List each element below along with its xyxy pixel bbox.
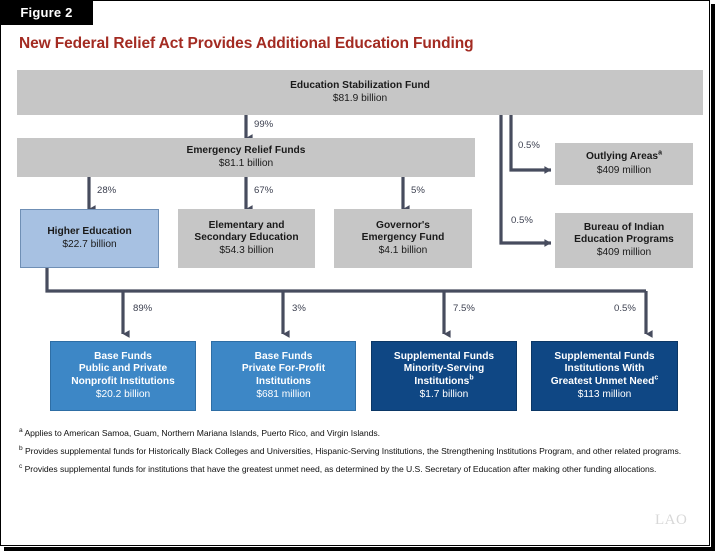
node-emergency-relief-funds[interactable] [17, 138, 475, 177]
lao-logo: LAO [655, 512, 688, 528]
node-label-line2: Minority-Serving [403, 363, 485, 375]
footnote-a-text: Applies to American Samoa, Guam, Northern Mariana Islands, Puerto Rico, and Virgin Islands. [24, 428, 380, 438]
pct-esf-to-bie: 0.5% [511, 215, 533, 226]
node-amount: $81.9 billion [332, 93, 388, 104]
pct-esf-to-outlying: 0.5% [518, 140, 540, 151]
node-label-line3: Institutions$^b$ [414, 374, 474, 387]
node-label: Supplemental Funds [393, 351, 495, 363]
node-label-line3: Greatest Unmet Need$^c$ [550, 374, 659, 387]
pct-erf-to-gov: 5% [411, 185, 425, 196]
footnote-marker-a: a [658, 150, 662, 158]
node-amount: $20.2 billion [95, 388, 151, 400]
node-elementary-secondary-education[interactable] [178, 209, 315, 268]
node-label: Outlying Areas$^a$ [586, 150, 662, 163]
frame-shadow-right [711, 4, 715, 550]
node-governors-emergency-fund[interactable] [334, 209, 472, 268]
node-label: Emergency Relief Funds [186, 144, 306, 156]
footnote-b-text: Provides supplemental funds for Historically Black Colleges and Universities, Hispanic-Serving Institutions, the Strengthening Institutions Program, and other related programs. [24, 446, 682, 456]
node-supplemental-greatest-unmet-need[interactable] [531, 341, 678, 411]
figure-number-tag: Figure 2 [0, 0, 93, 25]
node-label: Higher Education [47, 225, 132, 237]
node-base-funds-nonprofit[interactable] [50, 341, 196, 411]
node-label: Governor's [376, 219, 430, 231]
footnote-marker-b: b [469, 374, 474, 382]
node-amount: $113 million [577, 388, 632, 400]
node-bureau-of-indian-education[interactable] [555, 213, 693, 268]
node-label: Supplemental Funds [554, 351, 655, 363]
footnote-a [19, 428, 691, 439]
node-label-line2: Education Programs [574, 233, 674, 245]
frame-shadow-bottom [4, 547, 715, 551]
node-label: Base Funds [254, 351, 313, 363]
pct-highered-to-baseforprofit: 3% [292, 303, 306, 314]
node-amount: $409 million [596, 247, 652, 259]
pct-highered-to-basenonprofit: 89% [133, 303, 153, 314]
footnote-b-marker: b [19, 445, 23, 453]
figure-title: New Federal Relief Act Provides Additional Education Funding [19, 35, 474, 52]
node-label: Elementary and [208, 219, 285, 231]
node-label: Education Stabilization Fund [290, 79, 430, 91]
footnote-b [19, 446, 691, 457]
node-label-line3: Institutions [256, 375, 311, 387]
pct-esf-to-erf: 99% [254, 119, 274, 130]
node-label-line2: Public and Private [78, 363, 168, 375]
node-label: Bureau of Indian [583, 221, 665, 233]
node-label-line3: Nonprofit Institutions [71, 375, 175, 387]
node-label: Base Funds [94, 351, 152, 363]
footnotes [19, 428, 691, 482]
pct-highered-to-suppminority: 7.5% [453, 303, 475, 314]
node-supplemental-minority-serving[interactable] [371, 341, 517, 411]
node-higher-education[interactable] [20, 209, 159, 268]
node-amount: $1.7 billion [419, 388, 469, 400]
node-outlying-areas[interactable] [555, 143, 693, 185]
node-label-line2: Private For-Profit [241, 363, 326, 375]
node-amount: $681 million [256, 388, 311, 400]
node-amount: $4.1 billion [378, 245, 428, 257]
footnote-c-marker: c [19, 463, 23, 471]
pct-erf-to-k12: 67% [254, 185, 274, 196]
pct-erf-to-highered: 28% [97, 185, 117, 196]
node-label-line2: Secondary Education [194, 231, 299, 243]
footnote-c [19, 464, 691, 475]
node-label-line2: Emergency Fund [361, 231, 445, 243]
node-amount: $22.7 billion [62, 239, 117, 250]
footnote-c-text: Provides supplemental funds for institutions that have the greatest unmet need, as determined by the U.S. Secretary of Education after making other funding allocations. [24, 464, 657, 474]
node-amount: $81.1 billion [218, 158, 274, 169]
pct-highered-to-suppunmet: 0.5% [614, 303, 636, 314]
node-amount: $409 million [596, 164, 652, 176]
footnote-a-marker: a [19, 427, 23, 435]
node-amount: $54.3 billion [219, 245, 274, 257]
node-education-stabilization-fund[interactable] [17, 70, 703, 115]
node-label-line2: Institutions With [564, 363, 645, 375]
footnote-marker-c: c [654, 374, 659, 382]
node-base-funds-for-profit[interactable] [211, 341, 356, 411]
